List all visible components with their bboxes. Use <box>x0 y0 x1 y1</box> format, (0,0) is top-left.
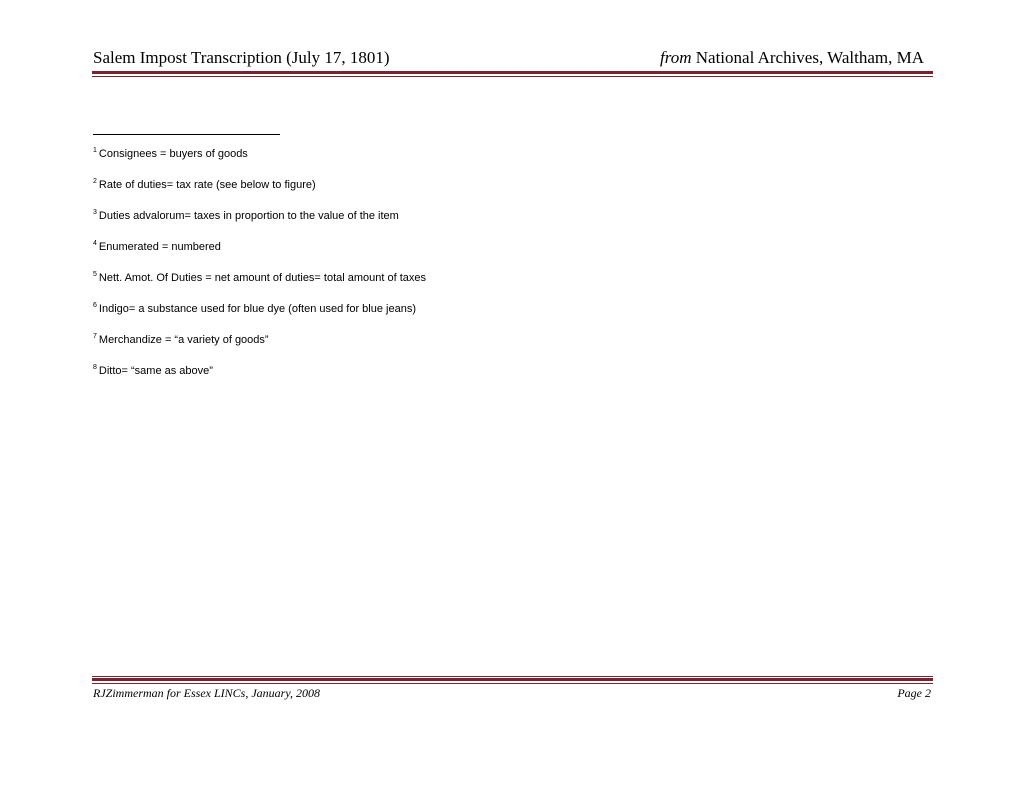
page-number: Page 2 <box>897 686 931 700</box>
footnote-8 <box>93 360 693 391</box>
footnote-text: Rate of duties= tax rate (see below to figure) <box>98 179 316 191</box>
footnote-6 <box>93 298 693 329</box>
page-footer <box>93 684 932 702</box>
header-divider-thin <box>92 76 933 77</box>
source-name: National Archives, Waltham, MA <box>691 48 924 67</box>
footnote-5 <box>93 267 693 298</box>
footnote-3 <box>93 205 693 236</box>
footer-divider-thin-top <box>92 676 933 677</box>
footnote-marker: 2 <box>93 178 97 185</box>
footnote-marker: 7 <box>93 333 97 340</box>
footnote-marker: 8 <box>93 364 97 371</box>
footnote-separator <box>93 134 280 135</box>
header-divider-thick <box>92 71 933 74</box>
footnote-marker: 3 <box>93 209 97 216</box>
footnote-2 <box>93 174 693 205</box>
footnote-7 <box>93 329 693 360</box>
footnote-list <box>93 143 693 391</box>
source-prefix: from <box>660 48 692 67</box>
footnote-marker: 6 <box>93 302 97 309</box>
footnote-4 <box>93 236 693 267</box>
footnote-marker: 5 <box>93 271 97 278</box>
footnote-text: Consignees = buyers of goods <box>98 148 248 160</box>
footnote-text: Nett. Amot. Of Duties = net amount of duties= total amount of taxes <box>98 272 427 284</box>
footnote-text: Duties advalorum= taxes in proportion to the value of the item <box>98 210 399 222</box>
document-title: Salem Impost Transcription (July 17, 1801) <box>93 48 390 67</box>
footer-credit: RJZimmerman for Essex LINCs, January, 2008 <box>93 686 320 700</box>
footnote-1 <box>93 143 693 174</box>
footnote-text: Ditto= “same as above” <box>98 365 213 377</box>
footnote-text: Merchandize = “a variety of goods” <box>98 334 269 346</box>
footnote-marker: 4 <box>93 240 97 247</box>
footer-divider-thick <box>92 678 933 681</box>
footnote-marker: 1 <box>93 147 97 154</box>
page-header <box>93 46 932 70</box>
document-source <box>660 46 924 70</box>
footnote-text: Enumerated = numbered <box>98 241 221 253</box>
footnote-text: Indigo= a substance used for blue dye (often used for blue jeans) <box>98 303 416 315</box>
